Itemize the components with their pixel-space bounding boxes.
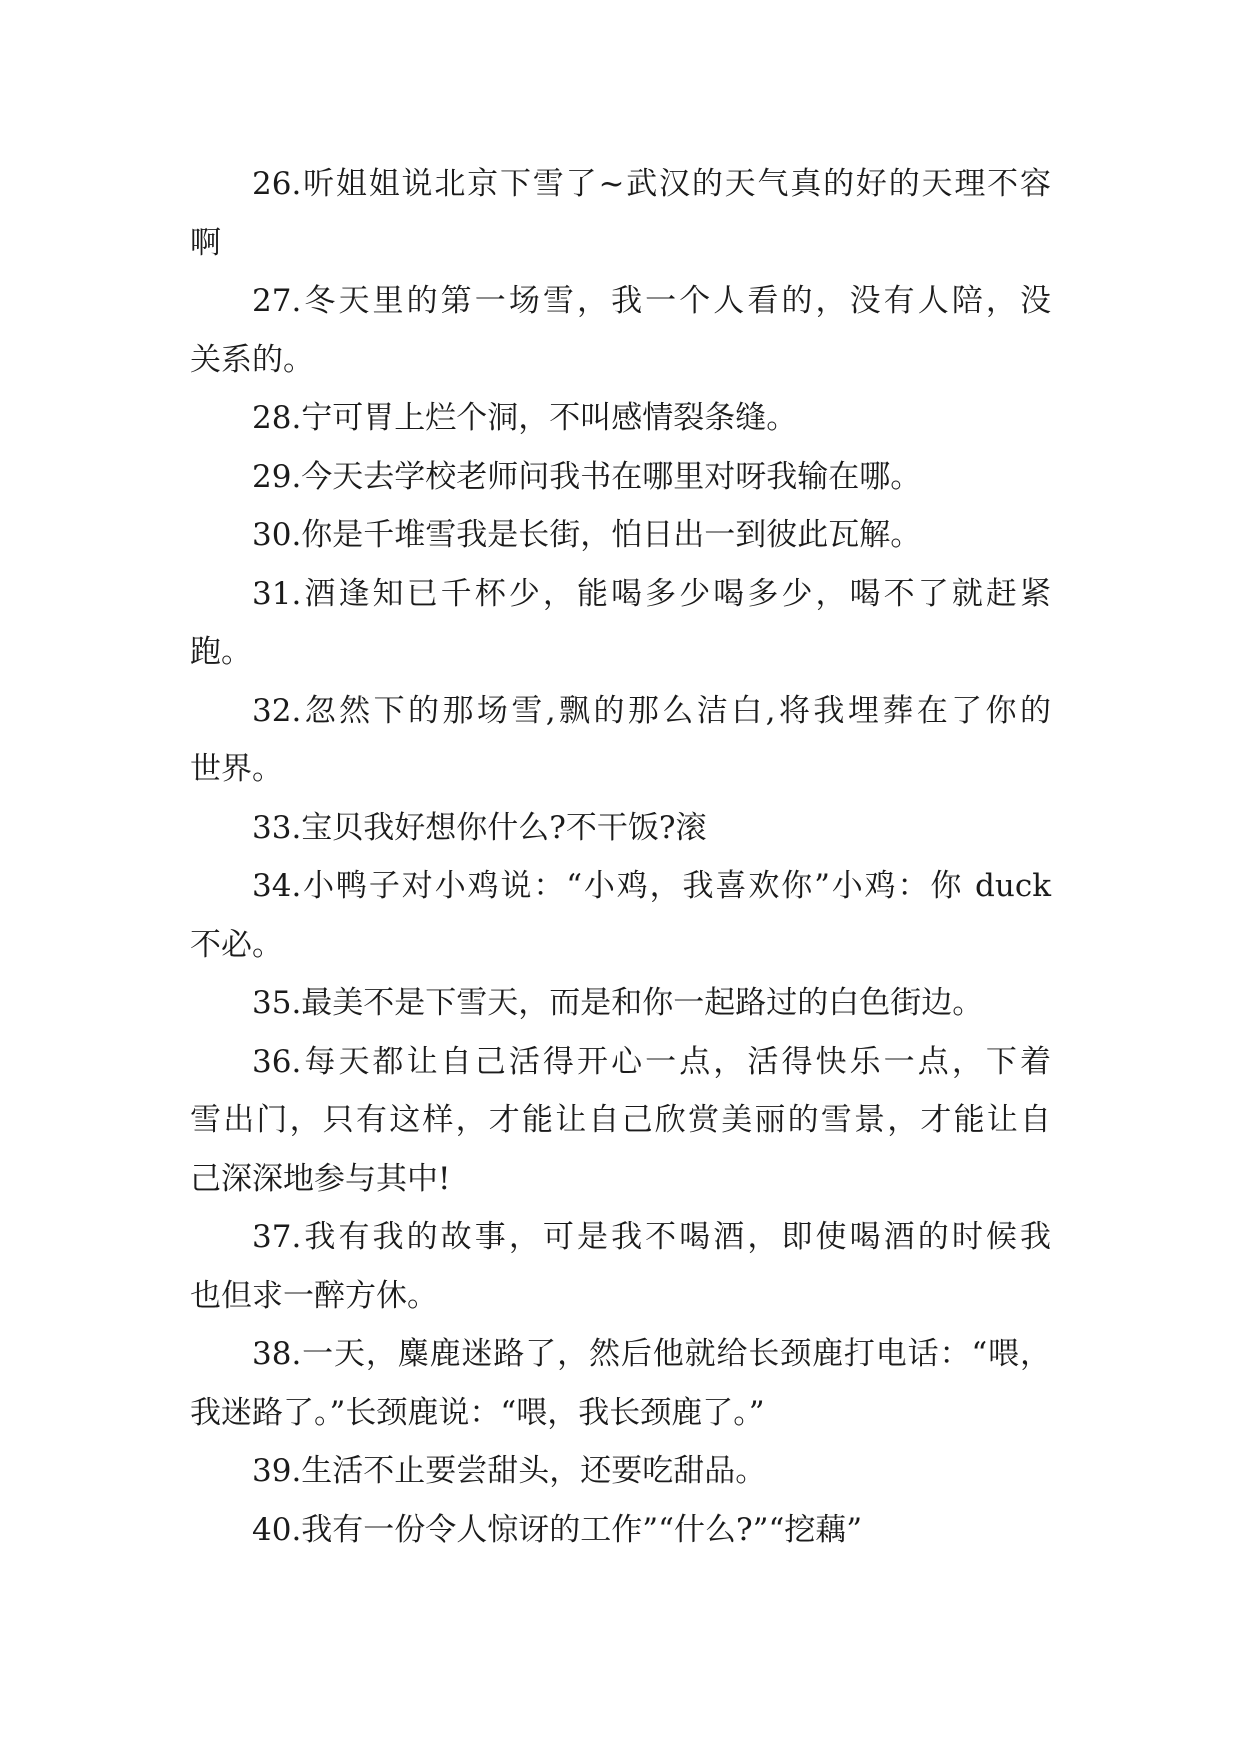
paragraph-line: 雪出门，只有这样，才能让自己欣赏美丽的雪景，才能让自 [190,1102,1051,1138]
paragraph-line: 己深深地参与其中! [190,1160,451,1197]
paragraph-line: 世界。 [190,751,283,787]
paragraph-line: 40.我有一份令人惊讶的工作”“什么?”“挖藕” [252,1511,863,1548]
paragraph-30 [190,506,1051,565]
paragraph-line: 我迷路了。”长颈鹿说：“喂，我长颈鹿了。” [190,1394,765,1431]
paragraph-line: 27.冬天里的第一场雪，我一个人看的，没有人陪，没 [252,283,1051,319]
paragraph-36 [190,1033,1051,1209]
paragraph-line: 38.一天，麋鹿迷路了，然后他就给长颈鹿打电话：“喂， [252,1336,1051,1372]
paragraph-35 [190,974,1051,1033]
paragraph-line: 也但求一醉方休。 [190,1277,438,1314]
paragraph-line: 31.酒逢知已千杯少，能喝多少喝多少，喝不了就赶紧 [252,575,1051,612]
paragraph-line: 39.生活不止要尝甜头，还要吃甜品。 [252,1453,767,1489]
paragraph-26 [190,155,1051,272]
paragraph-29 [190,448,1051,507]
paragraph-38 [190,1325,1051,1442]
paragraph-37 [190,1208,1051,1325]
paragraph-31 [190,565,1051,682]
paragraph-40 [190,1501,1051,1560]
paragraph-33 [190,799,1051,858]
paragraph-line: 37.我有我的故事，可是我不喝酒，即使喝酒的时候我 [252,1219,1051,1255]
paragraph-line: 34.小鸭子对小鸡说：“小鸡，我喜欢你”小鸡：你 duck [252,868,1051,904]
paragraph-39 [190,1442,1051,1501]
paragraph-27 [190,272,1051,389]
paragraph-28 [190,389,1051,448]
paragraph-line: 35.最美不是下雪天，而是和你一起路过的白色街边。 [252,985,984,1021]
paragraph-line: 不必。 [190,926,283,963]
paragraph-line: 关系的。 [190,341,314,378]
paragraph-line: 30.你是千堆雪我是长街，怕日出一到彼此瓦解。 [252,517,922,553]
paragraph-line: 28.宁可胃上烂个洞，不叫感情裂条缝。 [252,400,798,436]
paragraph-line: 29.今天去学校老师问我书在哪里对呀我输在哪。 [252,458,922,495]
document-body [190,155,1051,1559]
paragraph-line: 跑。 [190,634,252,670]
paragraph-line: 26.听姐姐说北京下雪了~武汉的天气真的好的天理不容 [252,166,1051,202]
paragraph-32 [190,682,1051,799]
paragraph-line: 啊 [190,224,221,261]
paragraph-34 [190,857,1051,974]
paragraph-line: 36.每天都让自己活得开心一点，活得快乐一点，下着 [252,1043,1051,1080]
paragraph-line: 32.忽然下的那场雪,飘的那么洁白,将我埋葬在了你的 [252,692,1051,729]
paragraph-line: 33.宝贝我好想你什么?不干饭?滚 [252,809,707,846]
